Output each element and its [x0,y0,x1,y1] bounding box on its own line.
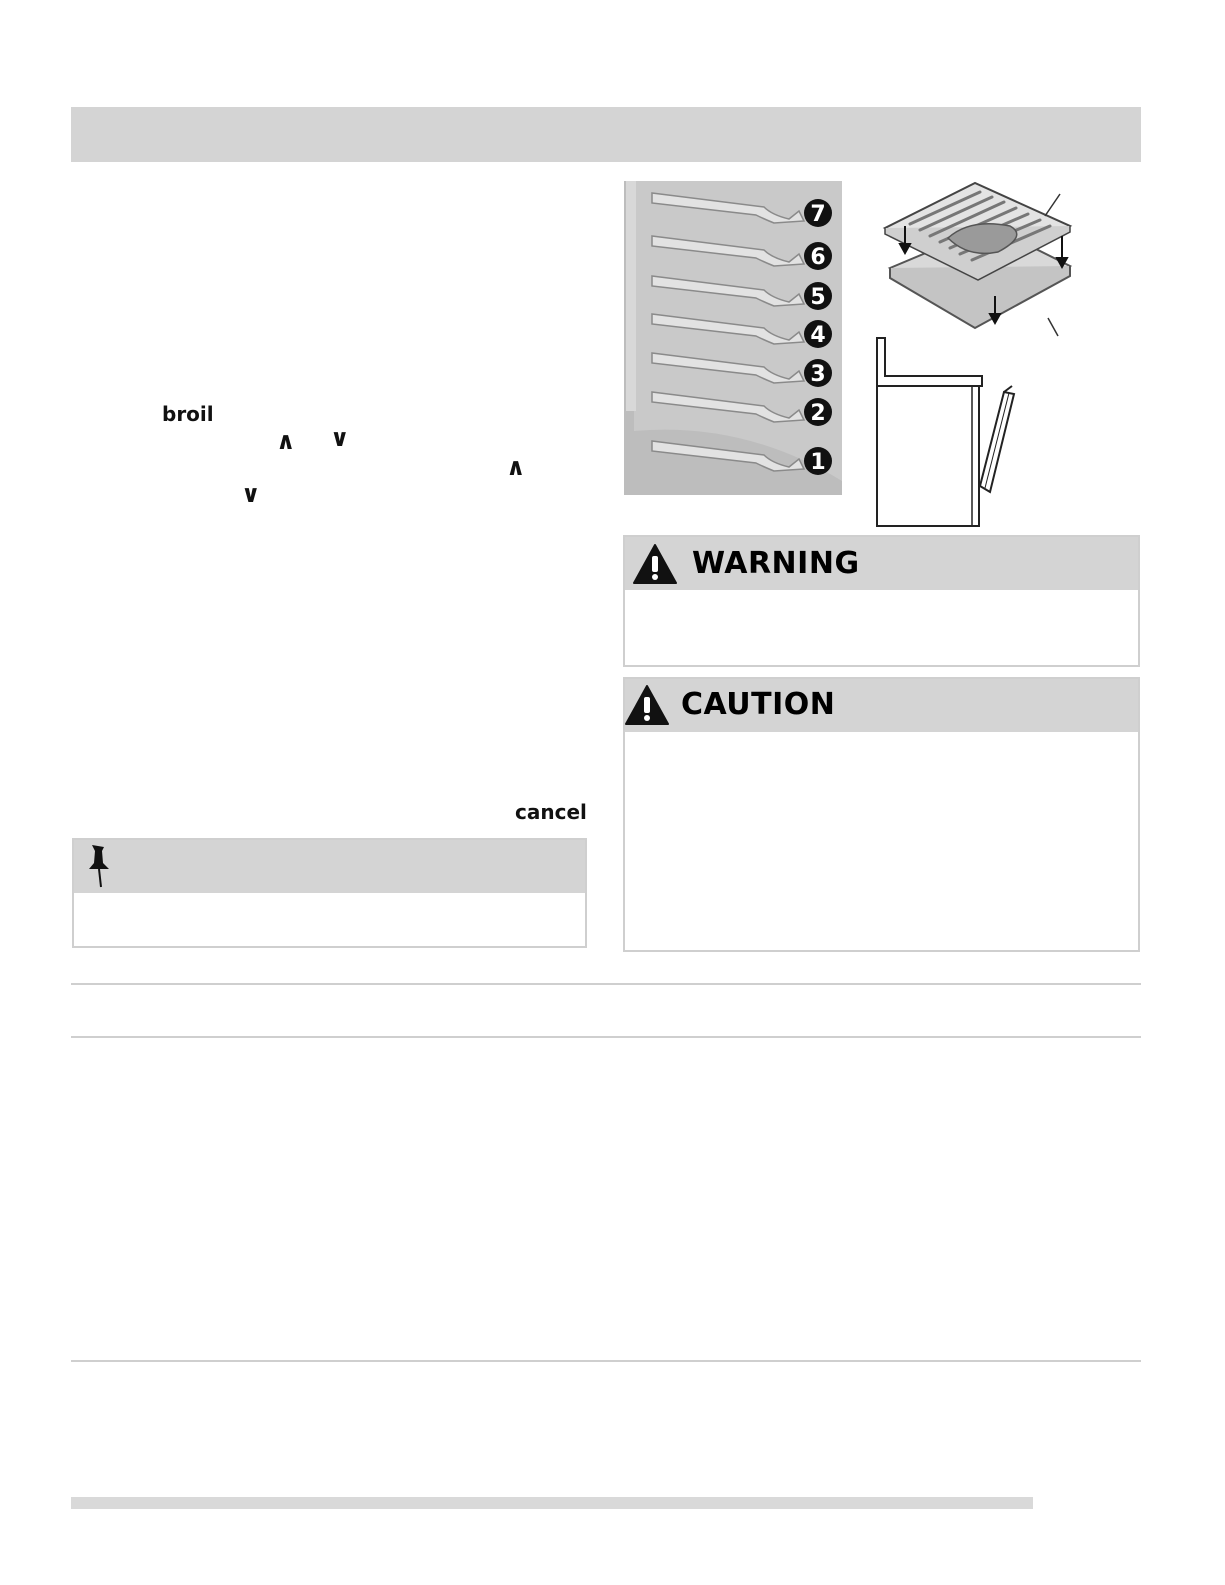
rack-position-badge-6 [804,242,832,270]
up-arrow-icon: ∧ [276,427,296,455]
section-divider [71,1036,1141,1038]
rack-position-label: 3 [810,362,826,387]
exclamation-triangle-icon [632,543,678,585]
rack-position-badge-3 [804,359,832,387]
broiler-pan-figure [880,178,1075,343]
rack-position-badge-7 [804,199,832,227]
rack-position-badge-1 [804,447,832,475]
rack-position-badge-2 [804,398,832,426]
range-side-view-figure [872,336,1022,528]
rack-position-label: 4 [810,323,826,348]
note-header [74,840,585,893]
warning-title: WARNING [692,546,860,581]
rack-position-label: 7 [810,202,826,227]
section-divider [71,983,1141,985]
oven-rack-positions-figure [624,181,842,495]
rack-position-label: 2 [810,401,826,426]
broil-key-label: broil [162,402,214,426]
rack-position-label: 6 [810,245,826,270]
footer-bar [71,1497,1033,1509]
pushpin-icon [86,843,112,889]
section-divider [71,1360,1141,1362]
rack-position-label: 1 [810,450,826,475]
rack-position-badge-5 [804,282,832,310]
down-arrow-icon: ∨ [241,480,261,508]
rack-position-label: 5 [810,285,826,310]
rack-position-badge-4 [804,320,832,348]
cancel-key-label: cancel [515,800,587,824]
caution-title: CAUTION [681,687,836,722]
section-header-band [71,107,1141,162]
down-arrow-icon: ∨ [330,424,350,452]
up-arrow-icon: ∧ [506,453,526,481]
exclamation-triangle-icon [624,684,670,726]
